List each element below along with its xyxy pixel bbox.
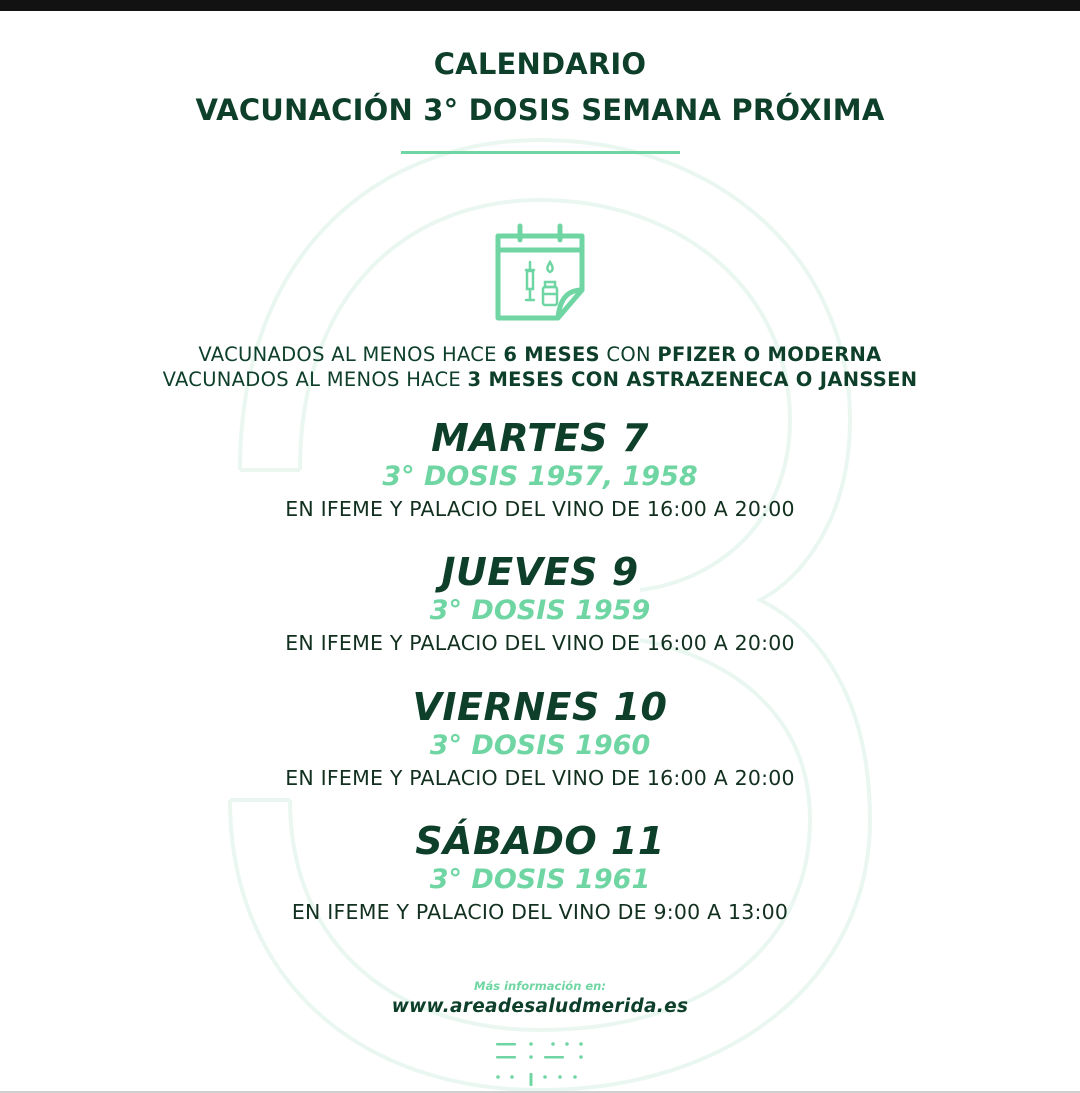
calendar-vaccine-icon: [490, 222, 590, 324]
website-link[interactable]: www.areadesaludmerida.es: [391, 996, 689, 1017]
intro-line-1: [0, 342, 1080, 367]
intro-1-text-c: CON: [599, 343, 658, 366]
more-info-label: Más información en:: [474, 979, 606, 993]
dose-label: 3° DOSIS 1961: [429, 864, 651, 895]
title-vacunacion: VACUNACIÓN 3° DOSIS SEMANA PRÓXIMA: [195, 93, 885, 127]
day-title: JUEVES 9: [441, 550, 639, 594]
intro-1-vaccines: PFIZER O MODERNA: [657, 343, 882, 366]
place-time: EN IFEME Y PALACIO DEL VINO DE 16:00 A 20:00: [285, 497, 795, 521]
intro-2-text-a: VACUNADOS AL MENOS HACE: [162, 368, 468, 391]
day-title: MARTES 7: [431, 416, 649, 460]
dose-label: 3° DOSIS 1960: [429, 730, 651, 761]
intro-line-2: [0, 367, 1080, 392]
place-time: EN IFEME Y PALACIO DEL VINO DE 16:00 A 20:00: [285, 766, 795, 790]
dose-label: 3° DOSIS 1959: [429, 595, 651, 626]
day-title: VIERNES 10: [412, 685, 668, 729]
intro-1-months: 6 MESES: [503, 343, 600, 366]
title-divider: [401, 151, 680, 154]
place-time: EN IFEME Y PALACIO DEL VINO DE 9:00 A 13:00: [291, 900, 789, 924]
intro-1-text-a: VACUNADOS AL MENOS HACE: [198, 343, 504, 366]
dose-label: 3° DOSIS 1957, 1958: [382, 461, 698, 492]
place-time: EN IFEME Y PALACIO DEL VINO DE 16:00 A 20:00: [285, 631, 795, 655]
day-title: SÁBADO 11: [415, 819, 665, 863]
health-area-logo-icon: [494, 1040, 588, 1086]
title-calendario: CALENDARIO: [433, 47, 647, 81]
intro-2-months-vaccines: 3 MESES CON ASTRAZENECA O JANSSEN: [467, 368, 918, 391]
